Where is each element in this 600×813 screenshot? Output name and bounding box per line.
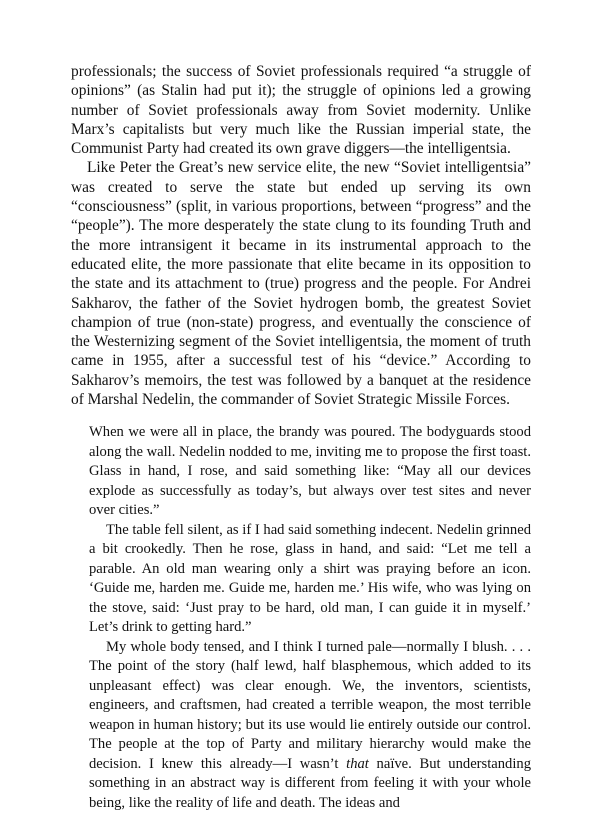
body-text [71,62,531,409]
book-page [71,62,531,813]
quote-paragraph-1: When we were all in place, the brandy was poured. The bodyguards stood along the wall. Nedelin nodded to me, inviting me to propose the first toast. Glass in hand, I rose, and said something like: “May all our devices explode as successfully as today’s, but always over test sites and never over cities.” [89,424,531,519]
quote-paragraph-2: The table fell silent, as if I had said something indecent. Nedelin grinned a bit crookedly. Then he rose, glass in hand, and said: “Let me tell a parable. An old man wearing only a shirt was praying before an icon. ‘Guide me, harden me. Guide me, harden me.’ His wife, who was lying on the stove, said: ‘Just pray to be hard, old man, I can guide it in myself.’ Let’s drink to getting hard.” [89,521,531,636]
emphasis-that: that [346,755,369,772]
quote-paragraph-3-start: My whole body tensed, and I think I turned pale—normally I blush. . . . The point of the story (half lewd, half blasphemous, which added to its unpleasant effect) was clear enough. We, the inventors, scientists, engineers, and craftsmen, had created a terrible weapon, the most terrible weapon in human history; but its use would lie entirely outside our control. The people at the top of Party and military hierarchy would make the decision. I knew this already—I wasn’t [89,638,531,772]
quote-paragraph-3 [89,638,531,813]
paragraph-1: professionals; the success of Soviet professionals required “a struggle of opinions” (as Stalin had put it); the struggle of opinions led a growing number of Soviet professionals away from Soviet modernity. Unlike Marx’s capitalists but very much like the Russian imperial state, the Communist Party had created its own grave diggers—the intelligentsia. [71,63,531,158]
block-quote [89,423,531,813]
paragraph-2: Like Peter the Great’s new service elite, the new “Soviet intelligentsia” was created to serve the state but ended up serving its own “consciousness” (split, in various proportions, between “progress” and the “people”). The more desperately the state clung to its founding Truth and the more intransigent it became in its instrumental approach to the educated elite, the more passionate that elite became in its opposition to the state and its attachment to (true) progress and the people. For Andrei Sakharov, the father of the Soviet hydrogen bomb, the greatest Soviet champion of true (non-state) progress, and eventually the conscience of the Westernizing segment of the Soviet intelligentsia, the moment of truth came in 1955, after a successful test of his “device.” According to Sakharov’s memoirs, the test was followed by a banquet at the residence of Marshal Nedelin, the commander of Soviet Strategic Missile Forces. [71,159,531,409]
quote-paragraph-3-end: naïve. But understanding something in an abstract way is different from feeling it with your whole being, like the reality of life and death. The ideas and [89,755,531,811]
